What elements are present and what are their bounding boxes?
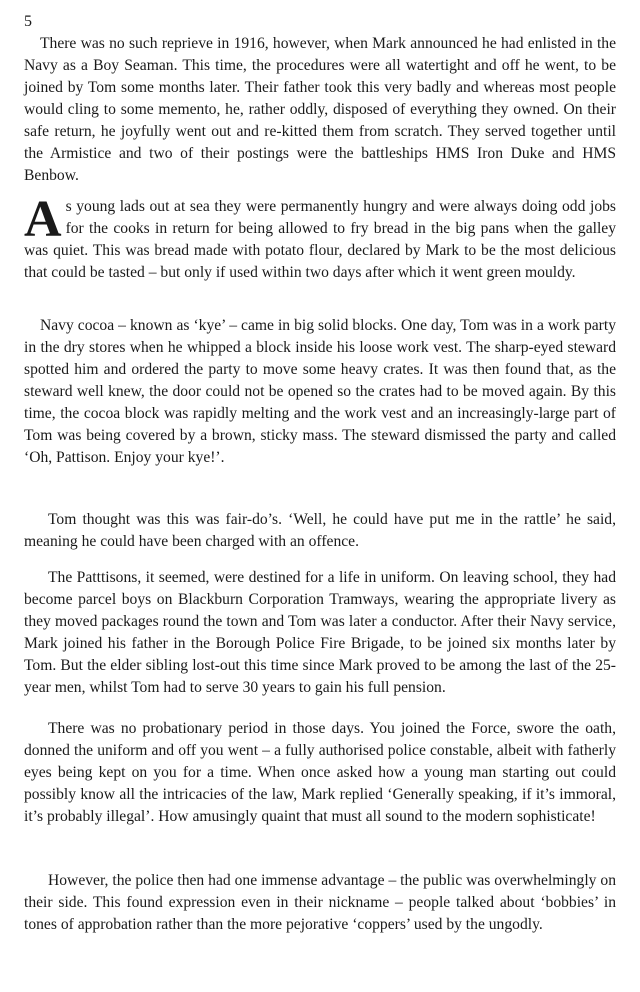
paragraph-fair-dos: Tom thought was this was fair-do’s. ‘Well, he could have put me in the rattle’ he said, meaning he could have been charged with an offence. [24, 511, 616, 550]
paragraph-navy-cocoa: Navy cocoa – known as ‘kye’ – came in big solid blocks. One day, Tom was in a work party in the dry stores when he whipped a block inside his loose work vest. The sharp-eyed steward spotted him and ordered the party to move some heavy crates. It was then found that, as the steward well knew, the door could not be opened so the crates had to be moved again. By this time, the cocoa block was rapidly melting and the work vest and an increasingly-large part of Tom was being covered by a brown, sticky mass. The steward dismissed the party and called ‘Oh, Pattison. Enjoy your kye!’. [24, 317, 616, 466]
paragraph-young-lads-text: s young lads out at sea they were permanently hungry and were always doing odd jobs for the cooks in return for being allowed to fry bread in the big pans when the galley was quiet. This was bread made with potato flour, declared by Mark to be the most delicious that could be tasted – but only if used within two days after which it went green mouldy. [24, 198, 616, 281]
paragraph-probationary-period: There was no probationary period in those days. You joined the Force, swore the oath, donned the uniform and off you went – a fully authorised police constable, albeit with fatherly eyes being kept on you for a time. When once asked how a young man starting out could possibly know all the intricacies of the law, Mark replied ‘Generally speaking, if it’s immoral, it’s probably illegal’. How amusingly quaint that must all sound to the modern sophisticate! [24, 720, 616, 825]
paragraph-police-advantage: However, the police then had one immense advantage – the public was overwhelmingly on their side. This found expression even in their nickname – people talked about ‘bobbies’ in tones of approbation rather than the more pejorative ‘coppers’ used by the ungodly. [24, 872, 616, 933]
page-number: 5 [24, 13, 32, 30]
drop-cap: A [24, 191, 62, 248]
paragraph-young-lads [24, 191, 616, 284]
paragraph-life-in-uniform: The Patttisons, it seemed, were destined for a life in uniform. On leaving school, they had become parcel boys on Blackburn Corporation Tramways, wearing the appropriate livery as they moved packages round the town and Tom was later a conductor. After their Navy service, Mark joined his father in the Borough Police Fire Brigade, to be joined six months later by Tom. But the elder sibling lost-out this time since Mark proved to be among the last of the 25-year men, whilst Tom had to serve 30 years to gain his full pension. [24, 569, 616, 696]
paragraph-navy-enlistment: There was no such reprieve in 1916, however, when Mark announced he had enlisted in the Navy as a Boy Seaman. This time, the procedures were all watertight and off he went, to be joined by Tom some months later. Their father took this very badly and whereas most people would cling to some memento, he, rather oddly, disposed of everything they owned. On their safe return, he joyfully went out and re-kitted them from scratch. They served together until the Armistice and two of their postings were the battleships HMS Iron Duke and HMS Benbow. [24, 35, 616, 184]
